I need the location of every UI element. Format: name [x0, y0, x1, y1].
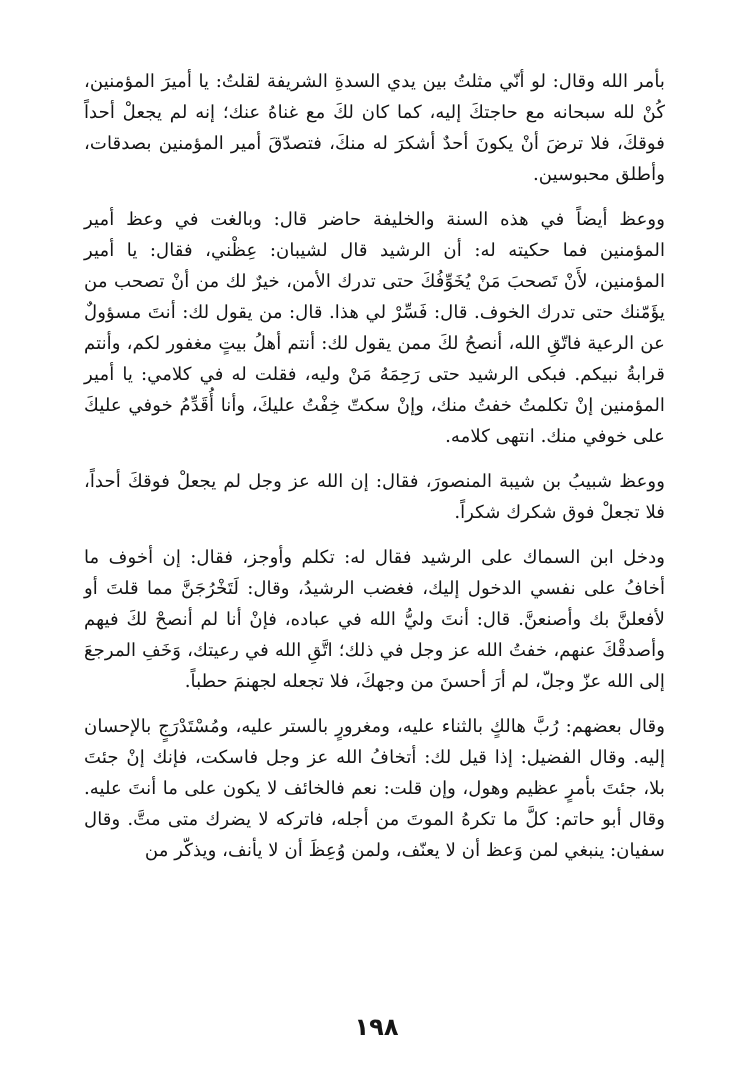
paragraph-2: ووعظ أيضاً في هذه السنة والخليفة حاضر قال: وبالغت في وعظ أمير المؤمنين فما حكيته له: أن الرشيد قال لشيبان: عِظْني، فقال: يا أمير المؤمنين، لأَنْ تَصحبَ مَنْ يُخَوِّفُكَ حتى تدرك الأمن، خيرٌ لك من أنْ تصحب من يؤَمّنك حتى تدرك الخوف. قال: فَسِّرْ لي هذا. قال: من يقول لك: أنتَ مسؤولٌ عن الرعية فاتّقِ الله، أنصحُ لكَ ممن يقول لك: أنتم أهلُ بيتٍ مغفور لكم، وأنتم قرابةُ نبيكم. فبكى الرشيد حتى رَحِمَهُ مَنْ وليه، فقلت له في كلامي: يا أمير المؤمنين إنْ تكلمتُ خفتُ منك، وإنْ سكتّ خِفْتُ عليكَ، وأنا أُقَدِّمُ خوفي عليكَ على خوفي منك. انتهى كلامه. [84, 209, 665, 447]
page-body [84, 66, 665, 866]
page-number: ١٩٨ [354, 1013, 399, 1041]
paragraph-5: وقال بعضهم: رُبَّ هالكٍ بالثناء عليه، ومغرورٍ بالستر عليه، ومُسْتَدْرَجٍ بالإحسان إليه. وقال الفضيل: إذا قيل لك: أتخافُ الله عز وجل فاسكت، فإنك إنْ جئتَ بلا، جئتَ بأمرٍ عظيم وهول، وإن قلت: نعم فالخائف لا يكون على ما أنتَ عليه. وقال أبو حاتم: كلَّ ما تكرهُ الموتَ من أجله، فاتركه لا يضرك متى متَّ. وقال سفيان: ينبغي لمن وَعظ أن لا يعنّف، ولمن وُعِظَ أن لا يأنف، ويذكّر من [84, 716, 665, 861]
paragraph-gap [84, 452, 665, 466]
paragraph-3: ووعظ شبيبُ بن شيبة المنصورَ، فقال: إن الله عز وجل لم يجعلْ فوقكَ أحداً، فلا تجعلْ فوق شكرك شكراً. [84, 471, 665, 523]
paragraph-gap [84, 190, 665, 204]
paragraph-4: ودخل ابن السماك على الرشيد فقال له: تكلم وأوجز، فقال: إن أخوف ما أخافُ على نفسي الدخول إليك، فغضب الرشيدُ، وقال: لَتَخْرُجَنَّ مما قلتَ أو لأفعلنَّ بك وأصنعنَّ. قال: أنتَ وليُّ الله في عباده، فإنْ أنا لم أنصحْ لكَ فيهم وأصدقْكَ عنهم، خفتُ الله عز وجل في ذلك؛ اتَّقِ الله في رعيتك، وَخَفِ المرجعَ إلى الله عزّ وجلّ، لم أرَ أحسنَ من وجهكَ، فلا تجعله لجهنمَ حطباً. [84, 547, 665, 692]
paragraph-gap [84, 697, 665, 711]
paragraph-1: بأمر الله وقال: لو أنّي مثلتُ بين يدي السدةِ الشريفة لقلتُ: يا أميرَ المؤمنين، كُنْ لله سبحانه مع حاجتكَ إليه، كما كان لكَ مع غناهُ عنك؛ إنه لم يجعلْ أحداً فوقكَ، فلا ترضَ أنْ يكونَ أحدٌ أشكرَ له منكَ، فتصدّقَ أمير المؤمنين بصدقات، وأطلق محبوسين. [84, 71, 665, 185]
paragraph-gap [84, 528, 665, 542]
